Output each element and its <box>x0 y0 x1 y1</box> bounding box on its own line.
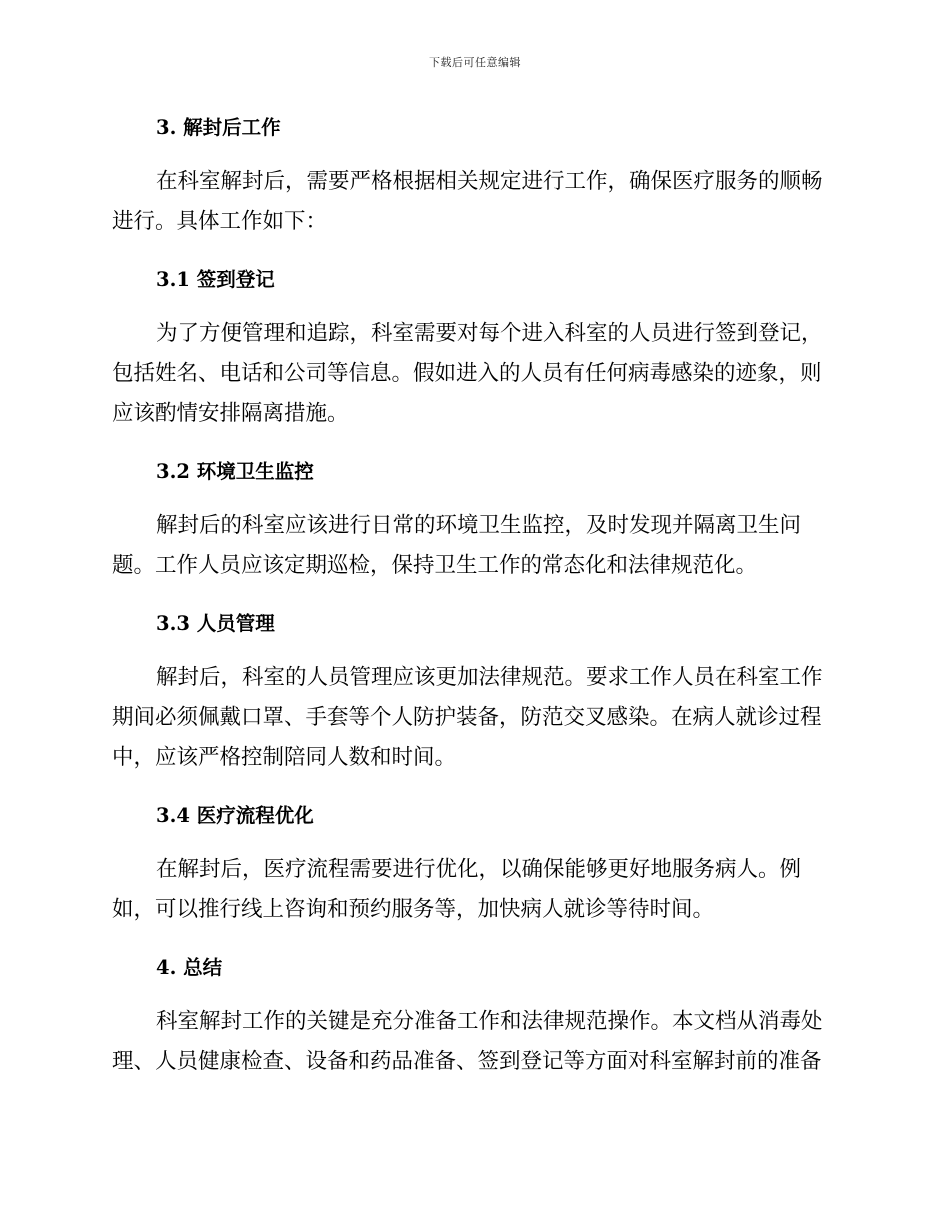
paragraph-line: 如，可以推行线上咨询和预约服务等，加快病人就诊等待时间。 <box>112 897 715 922</box>
section-heading-3-1: 3.1 签到登记 <box>156 268 275 291</box>
page-header: 下载后可任意编辑 <box>429 56 521 69</box>
paragraph-line: 中，应该严格控制陪同人数和时间。 <box>112 745 457 770</box>
section-heading-3-2: 3.2 环境卫生监控 <box>156 460 314 483</box>
section-heading-3: 3. 解封后工作 <box>156 116 281 139</box>
section-paragraph-4 <box>112 1002 832 1082</box>
section-heading-3-3: 3.3 人员管理 <box>156 612 275 635</box>
section-heading-4: 4. 总结 <box>156 956 223 979</box>
section-paragraph-3-3 <box>112 658 832 778</box>
paragraph-line: 包括姓名、电话和公司等信息。假如进入的人员有任何病毒感染的迹象，则 <box>112 361 822 386</box>
paragraph-line: 在科室解封后，需要严格根据相关规定进行工作，确保医疗服务的顺畅 <box>156 169 823 194</box>
paragraph-line: 科室解封工作的关键是充分准备工作和法律规范操作。本文档从消毒处 <box>156 1009 823 1034</box>
paragraph-line: 解封后，科室的人员管理应该更加法律规范。要求工作人员在科室工作 <box>156 665 823 690</box>
paragraph-line: 在解封后，医疗流程需要进行优化，以确保能够更好地服务病人。例 <box>156 857 802 882</box>
document-body <box>112 108 832 1100</box>
section-paragraph-3 <box>112 162 832 242</box>
paragraph-line: 题。工作人员应该定期巡检，保持卫生工作的常态化和法律规范化。 <box>112 553 758 578</box>
paragraph-line: 应该酌情安排隔离措施。 <box>112 401 349 426</box>
section-paragraph-3-1 <box>112 314 832 434</box>
paragraph-line: 理、人员健康检查、设备和药品准备、签到登记等方面对科室解封前的准备 <box>112 1049 822 1074</box>
paragraph-line: 解封后的科室应该进行日常的环境卫生监控，及时发现并隔离卫生问 <box>156 513 802 538</box>
section-paragraph-3-2 <box>112 506 832 586</box>
section-paragraph-3-4 <box>112 850 832 930</box>
paragraph-line: 期间必须佩戴口罩、手套等个人防护装备，防范交叉感染。在病人就诊过程 <box>112 705 822 730</box>
paragraph-line: 为了方便管理和追踪，科室需要对每个进入科室的人员进行签到登记， <box>156 321 823 346</box>
section-heading-3-4: 3.4 医疗流程优化 <box>156 804 314 827</box>
paragraph-line: 进行。具体工作如下： <box>112 209 328 234</box>
